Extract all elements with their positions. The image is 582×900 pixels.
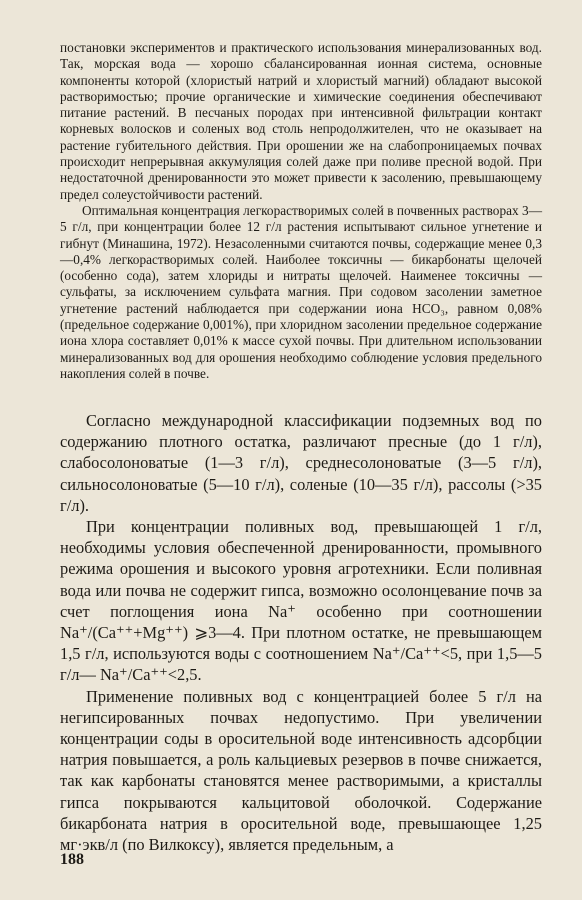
page-number: 188 bbox=[60, 851, 84, 868]
small-paragraph-2: Оптимальная концентрация легкорастворимых солей в почвенных растворах 3—5 г/л, при концентрации более 12 г/л растения испытывают сильное угнетение и гибнут (Минашина, 1972). Незасоленными считаются почвы, содержащие менее 0,3—0,4% легкорастворимых солей. Наиболее токсичны — бикарбонаты щелочей (особенно сода), затем хлориды и нитраты щелочей. Наименее токсичны — сульфаты, за исключением сульфата магния. При содовом засолении заметное угнетение растений наблюдается при содержании иона HCO₃, равном 0,08% (предельное содержание 0,001%), при хлоридном засолении предельное содержание иона хлора составляет 0,01% к массе сухой почвы. При длительном использовании минерализованных вод для орошения необходимо соблюдение условия предельного накопления солей в почве. bbox=[60, 202, 542, 381]
main-paragraph-3: Применение поливных вод с концентрацией более 5 г/л на негипсированных почвах недопустимо. При увеличении концентрации соды в оросительной воде интенсивность адсорбции натрия повышается, а роль кальциевых резервов в почве снижается, так как карбонаты становятся менее растворимыми, а кристаллы гипса покрываются кальцитовой оболочкой. Содержание бикарбоната натрия в оросительной воде, превышающее 1,25 мг·экв/л (по Вилкоксу), является предельным, а bbox=[60, 686, 542, 855]
main-paragraph-1: Согласно международной классификации подземных вод по содержанию плотного остатка, различают пресные (до 1 г/л), слабосолоноватые (1—3 г/л), среднесолоноватые (3—5 г/л), сильносолоноватые (5—10 г/л), соленые (10—35 г/л), рассолы (>35 г/л). bbox=[60, 411, 542, 515]
main-paragraph-2: При концентрации поливных вод, превышающей 1 г/л, необходимы условия обеспеченной дренированности, промывного режима орошения и высокого уровня агротехники. Если поливная вода или почва не содержит гипса, возможно осолонцевание почв за счет поглощения иона Na⁺ особенно при соотношении Na⁺/(Ca⁺⁺+Mg⁺⁺) ⩾3—4. При плотном остатке, не превышающем 1,5 г/л, используются воды с соотношением Na⁺/Ca⁺⁺<5, при 1,5—5 г/л— Na⁺/Ca⁺⁺<2,5. bbox=[60, 517, 542, 685]
small-print-section bbox=[60, 40, 542, 382]
small-paragraph-1: постановки экспериментов и практического использования минерализованных вод. Так, морская вода — хорошо сбалансированная ионная система, основные компоненты которой (хлористый натрий и хлористый магний) обладают высокой растворимостью; прочие органические и химические соединения обеспечивают питание растений. В песчаных породах при интенсивной фильтрации контакт корневых волосков и соленых вод столь непродолжителен, что не оказывает на растение губительного действия. При орошении же на слабопроницаемых почвах происходит непрерывная аккумуляция солей даже при поливе пресной водой. При недостаточной дренированности это может привести к засолению, превышающему предел солеустойчивости растений. bbox=[60, 40, 542, 202]
main-text-section bbox=[60, 410, 542, 855]
